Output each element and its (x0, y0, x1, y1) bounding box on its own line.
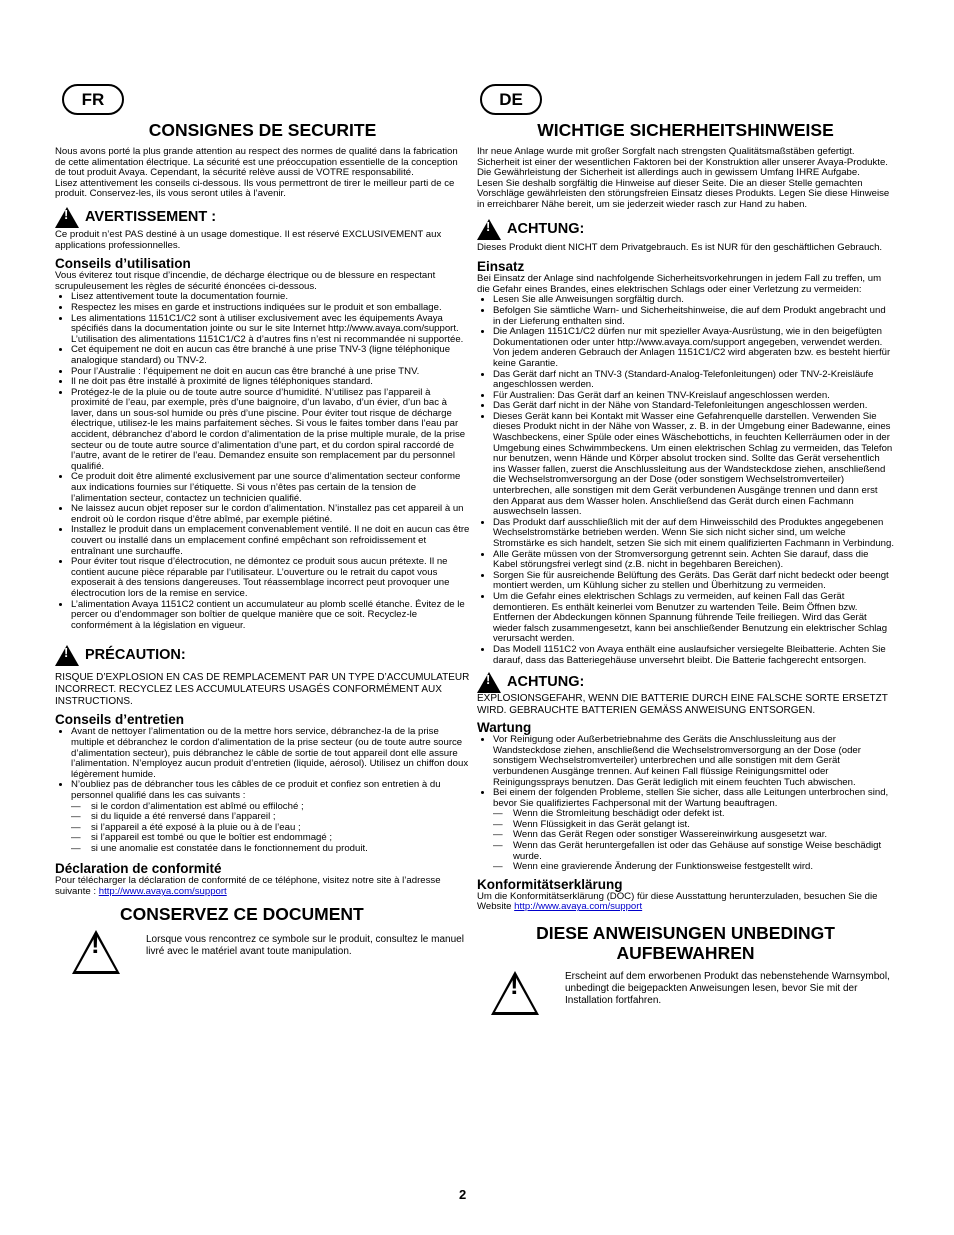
warning-title-fr: AVERTISSEMENT : (85, 208, 217, 225)
conformity-title-de: Konformitätserklärung (477, 876, 623, 892)
list-item: • Ne laissez aucun objet reposer sur le cordon d’alimentation. N’installez pas cet appareil à un endroit où le cordon risque d’être abîmé, par exemple piétiné. (71, 504, 470, 525)
list-item: • Das Gerät darf nicht in der Nähe von Standard-Telefonleitungen angeschlossen werden. (493, 401, 894, 412)
list-item: • Lisez attentivement toute la documentation fournie. (71, 292, 470, 303)
language-badge-de: DE (480, 84, 542, 115)
list-item: • Pour éviter tout risque d’électrocution, ne démontez ce produit sous aucun prétexte. Il ne contient aucune pièce réparable par l’utilisateur. L’ouverture ou le retrait du capot vous exposerait à des tensions dangereuses. Tout réassemblage incorrect peut provoquer une électrocution lors de la remise en service. (71, 557, 470, 599)
use-intro-fr: Vous éviterez tout risque d’incendie, de décharge électrique ou de blessure en respectant scrupuleusement les règles de sécurité énoncées ci-dessous. (55, 270, 436, 292)
caution-header-fr (55, 645, 470, 666)
conformity-label-fr: Pour télécharger la déclaration de conformité de ce téléphone, visitez notre site à l’adresse suivante : (55, 875, 441, 898)
keep-title-de: DIESE ANWEISUNGEN UNBEDINGT AUFBEWAHREN (536, 923, 835, 964)
warning-title-de: ACHTUNG: (507, 220, 585, 237)
page-title-fr: CONSIGNES DE SECURITE (148, 120, 377, 140)
list-item: — si l’appareil a été exposé à la pluie ou à de l’eau ; (71, 823, 470, 834)
list-item: — si l’appareil est tombé ou que le boîtier est endommagé ; (71, 833, 470, 844)
conformity-text-de (477, 892, 894, 913)
list-item: • Respectez les mises en garde et instructions indiquées sur le produit et son emballage. (71, 303, 470, 314)
use-title-de: Einsatz (477, 259, 525, 275)
language-badge-fr: FR (62, 84, 124, 115)
list-item: • Il ne doit pas être installé à proximité de lignes téléphoniques standard. (71, 377, 470, 388)
warning-header-fr (55, 207, 470, 228)
use-title-fr: Conseils d’utilisation (55, 256, 191, 272)
maintenance-list-de (477, 735, 894, 809)
list-item: • Das Gerät darf nicht an TNV-3 (Standard-Analog-Telefonleitungen) oder TNV-2-Kreisläufe angeschlossen werden. (493, 370, 894, 391)
list-item: • N’oubliez pas de débrancher tous les câbles de ce produit et confiez son entretien à du personnel qualifié dans les cas suivants : (71, 780, 470, 801)
list-item: • Protégez-le de la pluie ou de toute autre source d’humidité. N’utilisez pas l’appareil à proximité de l’eau, par exemple, près d’une baignoire, d’un lavabo, d’un évier, d’un bac à laver, dans un sous-sol humide ou près d’une piscine. Pour éviter tout risque de décharge électrique, utilisez-le les mains parfaitement sèches. Si vous le faites tomber dans l’eau par accident, débranchez d’abord le cordon d’alimentation de la prise multiple murale, de la prise secteur ou de toute autre source d’alimentation d’une part, et du cordon spiral raccordé de l’autre, avant de le retirer de l’eau. Demandez ensuite son remplacement par du personnel qualifié. (71, 388, 470, 473)
conformity-label-de: Um die Konformitätserklärung (DOC) für diese Ausstattung herunterzuladen, besuchen Sie die Website (477, 890, 878, 913)
list-item: — Wenn das Gerät Regen oder sonstiger Wassereinwirkung ausgesetzt war. (493, 830, 894, 841)
list-item: • Alle Geräte müssen von der Stromversorgung getrennt sein. Achten Sie darauf, dass die Kabel störungsfrei verlegt sind (z.B. nicht in begehbaren Bereichen). (493, 550, 894, 571)
list-item: — Wenn eine gravierende Änderung der Funktionsweise festgestellt wird. (493, 862, 894, 873)
list-item: • Für Australien: Das Gerät darf an keinen TNV-Kreislauf angeschlossen werden. (493, 391, 894, 402)
list-item: • Bei einem der folgenden Probleme, stellen Sie sicher, dass alle Leitungen unterbrochen sind, bevor Sie qualifiziertes Fachpersonal mit der Wartung beauftragen. (493, 788, 894, 809)
list-item: • Avant de nettoyer l’alimentation ou de la mettre hors service, débranchez-la de la prise multiple et débranchez le cordon d'alimentation de la prise secteur (ou de toute autre source d’alimentation secteur), puis débranchez le câble de sortie de tout appareil dont elle assure l’alimentation. N’employez aucun produit d’entretien (liquide, aérosol). Utilisez un chiffon doux légèrement humide. (71, 727, 470, 780)
conformity-text-fr (55, 876, 470, 897)
keep-block-fr (55, 930, 470, 974)
maintenance-sublist-de (477, 809, 894, 873)
list-item: • Pour l’Australie : l’équipement ne doit en aucun cas être branché à une prise TNV. (71, 367, 470, 378)
support-link-fr[interactable]: http://www.avaya.com/support (98, 886, 227, 898)
list-item: — Wenn Flüssigkeit in das Gerät gelangt ist. (493, 820, 894, 831)
keep-text-fr: Lorsque vous rencontrez ce symbole sur le produit, consultez le manuel livré avec le matériel avant toute manipulation. (146, 933, 464, 958)
caution-symbol-icon (72, 930, 120, 974)
list-item: — si du liquide a été renversé dans l’appareil ; (71, 812, 470, 823)
list-item: • L’alimentation Avaya 1151C2 contient un accumulateur au plomb scellé étanche. Évitez de le percer ou d’endommager son boîtier de quelque manière que ce soit. Recyclez-le conformément à la législation en vigueur. (71, 600, 470, 632)
list-item: • Das Produkt darf ausschließlich mit der auf dem Hinweisschild des Produktes angegebenen Wechselstromstärke betrieben werden. Wenn Sie sich nicht sicher sind, um welche Stromstärke es sich handelt, setzen Sie sich mit einem qualifizierten Fachmann in Verbindung. (493, 518, 894, 550)
column-fr (55, 120, 470, 974)
use-intro-de: Bei Einsatz der Anlage sind nachfolgende Sicherheitsvorkehrungen in jedem Fall zu treffen, um die Gefahr eines Brandes, eines elektrischen Schlags oder einer Verletzung zu vermeiden: (477, 273, 882, 295)
list-item: • Die Anlagen 1151C1/C2 dürfen nur mit spezieller Avaya-Ausrüstung, wie in den beigefügten Dokumentationen oder unter http://www.avaya.com/support angegeben, verwendet werden. Von jedem anderen Gebrauch der Anlagen 1151C1/C2 wird abgeraten bzw. es besteht hierfür keine Garantie. (493, 327, 894, 369)
list-item: — si le cordon d’alimentation est abîmé ou effiloché ; (71, 802, 470, 813)
conformity-title-fr: Déclaration de conformité (55, 861, 222, 877)
list-item: • Cet équipement ne doit en aucun cas être branché à une prise TNV-3 (ligne téléphonique analogique standard) ou TNV-2. (71, 345, 470, 366)
use-list-de (477, 295, 894, 666)
warning-header-de (477, 219, 894, 240)
list-item: • Sorgen Sie für ausreichende Belüftung des Geräts. Das Gerät darf nicht bedeckt oder beengt montiert werden, um Kühlung sicher zu stellen und Überhitzung zu vermeiden. (493, 571, 894, 592)
caution-title-de: ACHTUNG: (507, 674, 585, 691)
support-link-de[interactable]: http://www.avaya.com/support (514, 901, 643, 913)
list-item: — Wenn das Gerät heruntergefallen ist oder das Gehäuse auf sonstige Weise beschädigt wurde. (493, 841, 894, 862)
use-list-fr (55, 292, 470, 631)
caution-symbol-icon (491, 971, 539, 1015)
keep-block-de (477, 971, 894, 1015)
list-item: — si une anomalie est constatée dans le fonctionnement du produit. (71, 844, 470, 855)
warning-text-de: Dieses Produkt dient NICHT dem Privatgebrauch. Es ist NUR für den geschäftlichen Gebrauch. (477, 241, 883, 253)
list-item: • Das Modell 1151C2 von Avaya enthält eine auslaufsicher versiegelte Bleibatterie. Achten Sie darauf, dass das Batteriegehäuse unversehrt bleibt. Die Batterie fachgerecht entsorgen. (493, 645, 894, 666)
warning-icon (55, 207, 79, 228)
column-de (477, 120, 894, 1015)
warning-text-fr: Ce produit n’est PAS destiné à un usage domestique. Il est réservé EXCLUSIVEMENT aux applications professionnelles. (55, 228, 442, 251)
list-item: • Installez le produit dans un emplacement convenablement ventilé. Il ne doit en aucun cas être couvert ou installé dans un emplacement confiné empêchant son refroidissement et entraînant une surchauffe. (71, 525, 470, 557)
maintenance-title-fr: Conseils d’entretien (55, 712, 185, 728)
maintenance-sublist-fr (55, 802, 470, 855)
list-item: • Befolgen Sie sämtliche Warn- und Sicherheitshinweise, die auf dem Produkt angebracht und in der Lieferung enthalten sind. (493, 306, 894, 327)
warning-icon (477, 219, 501, 240)
list-item: — Wenn die Stromleitung beschädigt oder defekt ist. (493, 809, 894, 820)
page-title-de: WICHTIGE SICHERHEITSHINWEISE (537, 120, 834, 140)
warning-icon (55, 645, 79, 666)
caution-text-de: EXPLOSIONSGEFAHR, WENN DIE BATTERIE DURCH EINE FALSCHE SORTE ERSETZT WIRD. GEBRAUCHTE BATTERIEN GEMÄSS ANWEISUNG ENTSORGEN. (477, 693, 888, 717)
maintenance-list-fr (55, 727, 470, 801)
list-item: • Les alimentations 1151C1/C2 sont à utiliser exclusivement avec les équipements Avaya spécifiés dans la documentation jointe ou sur le site Internet http://www.avaya.com/support. L’utilisation des alimentations 1151C1/C2 à d’autres fins n’est ni recommandée ni supportée. (71, 314, 470, 346)
list-item: • Um die Gefahr eines elektrischen Schlags zu vermeiden, auf keinen Fall das Gerät demontieren. Es enthält keinerlei vom Benutzer zu wartenden Teile. Beim Öffnen bzw. Entfernen der Abdeckungen können Spannung führende Teile freiliegen. Wird das Gerät wieder falsch zusammengesetzt, kann bei anschließender Benutzung ein elektrischer Schlag verursacht werden. (493, 592, 894, 645)
list-item: • Vor Reinigung oder Außerbetriebnahme des Geräts die Anschlussleitung aus der Wandsteckdose ziehen, anschließend die Wechselstromversorgung an der Dose (oder sonstigem Wechselstromverteiler) unterbrechen und alle sonstigen mit dem Gerät verbundenen Ausgänge trennen. Auf keinen Fall flüssige Reinigungsmittel oder Reinigungssprays benutzen. Das Gerät lediglich mit einem feuchten Tuch abwischen. (493, 735, 894, 788)
warning-icon (477, 672, 501, 693)
intro-text-de: Ihr neue Anlage wurde mit großer Sorgfalt nach strengsten Qualitätsmaßstäben gefertigt. Sicherheit ist einer der wesentlichen Faktoren bei der Konstruktion aller unserer Avaya-Produkte. Die Gewährleistung der Sicherheit ist allerdings auch in gewissem Umfang IHRE Aufgabe. Lesen Sie deshalb sorgfältig die Hinweise auf dieser Seite. Die an dieser Stelle gemachten Vorschläge gewährleisten den störungsfreien Einsatz dieses Produkts. Legen Sie diese Hinweise in erreichbarer Nähe bereit, um sie jederzeit wieder rasch zur Hand zu haben. (477, 146, 890, 210)
list-item: • Ce produit doit être alimenté exclusivement par une source d’alimentation secteur conforme aux indications fournies sur l’étiquette. Si vous n’êtes pas certain de la tension de l’alimentation secteur, contactez un technicien qualifié. (71, 472, 470, 504)
list-item: • Lesen Sie alle Anweisungen sorgfältig durch. (493, 295, 894, 306)
list-item: • Dieses Gerät kann bei Kontakt mit Wasser eine Gefahrenquelle darstellen. Verwenden Sie dieses Produkt nicht in der Nähe von Wasser, z. B. in der Umgebung einer Badewanne, eines Waschbeckens, einer Spüle oder eines Wäschebottichs, in feuchten Kellerräumen oder in der Umgebung eines Schwimmbeckens. Um einen elektrischen Schlag zu vermeiden, das Telefon nur benutzen, wenn Hände und Körper absolut trocken sind. Sollte das Gerät versehentlich ins Wasser fallen, zuerst die Anschlussleitung aus der Wandsteckdose ziehen, anschließend die Wechselstromversorgung an der Dose (oder sonstigem Wechselstromverteiler) unterbrechen, alle sonstigen mit dem Gerät verbundenen Ausgänge trennen und dann erst den Apparat aus dem Wasser holen. Anschließend das Gerät durch einen Fachmann auswechseln lassen. (493, 412, 894, 518)
caution-title-fr: PRÉCAUTION: (85, 647, 186, 664)
maintenance-title-de: Wartung (477, 720, 532, 736)
page-number: 2 (459, 1187, 467, 1202)
caution-text-fr: RISQUE D’EXPLOSION EN CAS DE REMPLACEMENT PAR UN TYPE D’ACCUMULATEUR INCORRECT. RECYCLEZ LES ACCUMULATEURS USAGÉS CONFORMÉMENT AUX INSTRUCTIONS. (55, 672, 470, 708)
caution-header-de (477, 672, 894, 693)
keep-title-fr: CONSERVEZ CE DOCUMENT (120, 903, 364, 924)
keep-text-de: Erscheint auf dem erworbenen Produkt das nebenstehende Warnsymbol, unbedingt die beigepackten Anweisungen lesen, bevor Sie mit der Installation fortfahren. (565, 971, 890, 1007)
intro-text-fr: Nous avons porté la plus grande attention au respect des normes de qualité dans la fabrication de cette alimentation électrique. La sécurité est une préoccupation essentielle de la conception de tout produit Avaya. Cependant, la sécurité relève aussi de VOTRE responsabilité. Lisez attentivement les conseils ci-dessous. Ils vous permettront de tirer le meilleur parti de ce produit. Conservez-les, ils vous seront utiles à l’avenir. (55, 146, 458, 200)
